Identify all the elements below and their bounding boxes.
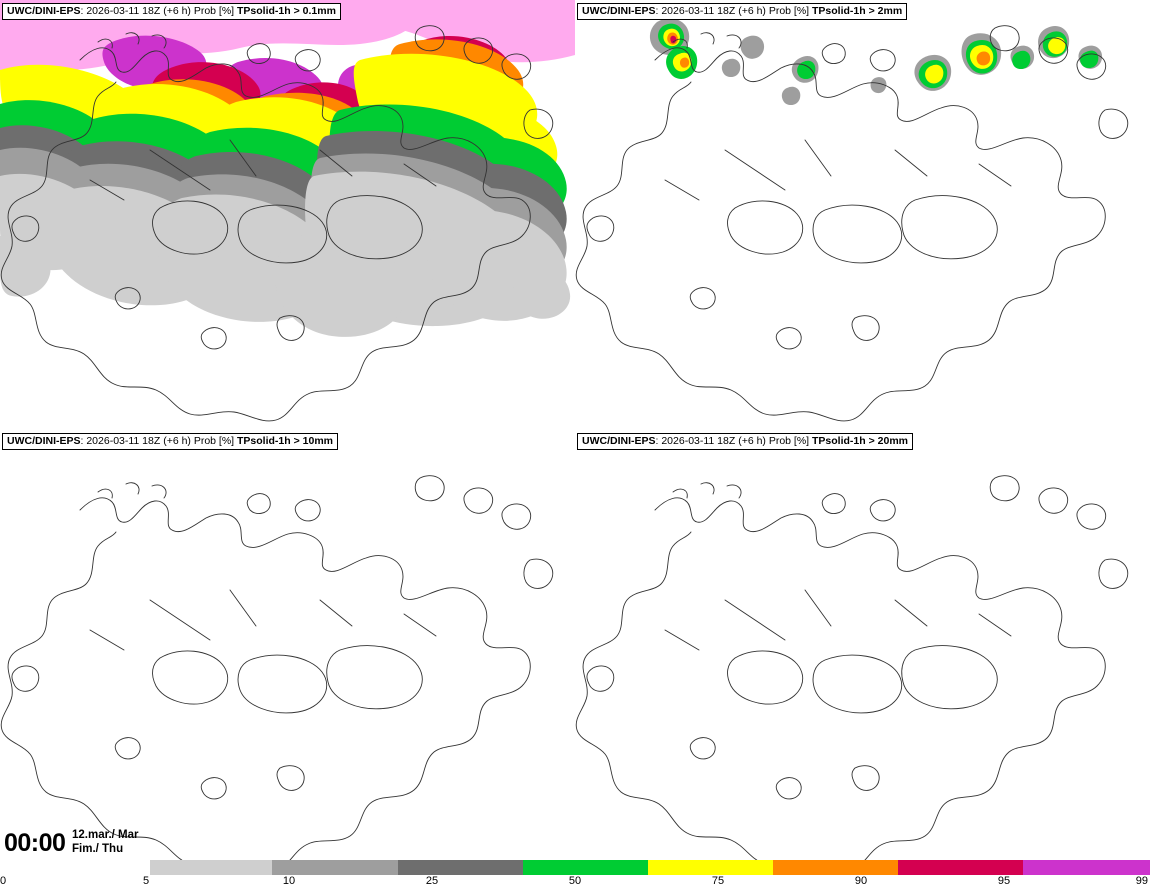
scale-tick-5: 5 bbox=[142, 875, 150, 887]
scale-swatch-magenta bbox=[1023, 860, 1150, 875]
panel-source: UWC/DINI-EPS bbox=[582, 435, 656, 447]
map-canvas[interactable] bbox=[575, 0, 1150, 430]
iceland-map-svg bbox=[575, 430, 1150, 860]
clock-label: 00:00 bbox=[4, 829, 66, 857]
iceland-map-svg bbox=[0, 0, 575, 430]
color-scale bbox=[0, 860, 1150, 891]
iceland-map-svg bbox=[0, 430, 575, 860]
panel-meta: : 2026-03-11 18Z (+6 h) Prob [%] bbox=[80, 435, 238, 447]
panel-source: UWC/DINI-EPS bbox=[7, 5, 81, 17]
scale-swatch-yellow bbox=[648, 860, 773, 875]
scale-tick-95: 95 bbox=[997, 875, 1011, 887]
iceland-map-svg bbox=[575, 0, 1150, 430]
panel-variable: TPsolid-1h > 0.1mm bbox=[237, 5, 336, 17]
scale-tick-0: 0 bbox=[0, 875, 7, 887]
scale-swatch-dark-grey bbox=[398, 860, 523, 875]
color-scale-bar bbox=[150, 860, 1150, 875]
map-canvas[interactable] bbox=[0, 430, 575, 860]
panel-meta: : 2026-03-11 18Z (+6 h) Prob [%] bbox=[655, 5, 813, 17]
map-panel-2mm[interactable] bbox=[575, 0, 1150, 430]
scale-tick-90: 90 bbox=[854, 875, 868, 887]
scale-swatch-mid-grey bbox=[272, 860, 397, 875]
panel-meta: : 2026-03-11 18Z (+6 h) Prob [%] bbox=[80, 5, 238, 17]
date-block bbox=[72, 828, 138, 856]
color-scale-ticks bbox=[0, 875, 1150, 891]
panel-variable: TPsolid-1h > 2mm bbox=[812, 5, 903, 17]
scale-tick-99: 99 bbox=[1135, 875, 1148, 887]
scale-tick-50: 50 bbox=[568, 875, 582, 887]
scale-tick-75: 75 bbox=[711, 875, 725, 887]
panel-variable: TPsolid-1h > 10mm bbox=[237, 435, 334, 447]
map-panel-20mm[interactable] bbox=[575, 430, 1150, 860]
scale-swatch-red bbox=[898, 860, 1023, 875]
panel-title bbox=[577, 433, 913, 450]
scale-swatch-orange bbox=[773, 860, 898, 875]
panel-source: UWC/DINI-EPS bbox=[582, 5, 656, 17]
map-canvas[interactable] bbox=[575, 430, 1150, 860]
date-label: 12.mar./ Mar bbox=[72, 829, 139, 841]
map-panel-0-1mm[interactable] bbox=[0, 0, 575, 430]
scale-tick-25: 25 bbox=[425, 875, 439, 887]
map-canvas[interactable] bbox=[0, 0, 575, 430]
map-panel-10mm[interactable] bbox=[0, 430, 575, 860]
scale-swatch-green bbox=[523, 860, 648, 875]
panel-variable: TPsolid-1h > 20mm bbox=[812, 435, 909, 447]
scale-swatch-light-grey bbox=[150, 860, 272, 875]
timebar bbox=[0, 828, 1150, 863]
panel-title bbox=[577, 3, 907, 20]
panel-meta: : 2026-03-11 18Z (+6 h) Prob [%] bbox=[655, 435, 813, 447]
panel-title bbox=[2, 433, 338, 450]
panel-title bbox=[2, 3, 341, 20]
panel-source: UWC/DINI-EPS bbox=[7, 435, 81, 447]
scale-tick-10: 10 bbox=[282, 875, 296, 887]
weekday-label: Fim./ Thu bbox=[72, 843, 124, 855]
